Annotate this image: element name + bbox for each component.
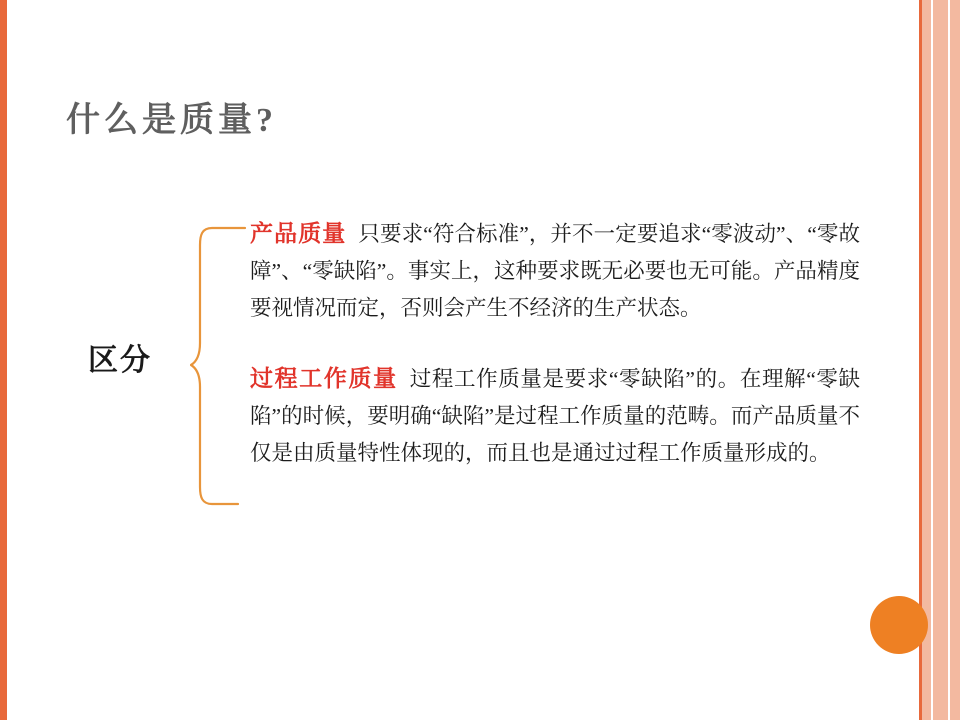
brace-bracket-icon [190, 223, 250, 518]
right-decoration-panel [920, 0, 960, 720]
text-column [250, 215, 860, 472]
right-white-line-outer [931, 0, 933, 720]
heading-product-quality: 产品质量 [250, 221, 347, 246]
branch-label: 区分 [88, 344, 152, 377]
slide-body [60, 205, 860, 605]
body-process-quality: 过程工作质量是要求“零缺陷”的。在理解“零缺陷”的时候，要明确“缺陷”是过程工作质量的范畴。而产品质量不仅是由质量特性体现的，而且也是通过过程工作质量形成的。 [250, 367, 860, 465]
left-accent-bar [0, 0, 7, 720]
body-product-quality: 只要求“符合标准”，并不一定要追求“零波动”、“零故障”、“零缺陷”。事实上，这种要求既无必要也无可能。产品精度要视情况而定，否则会产生不经济的生产状态。 [250, 222, 861, 320]
paragraph-process-quality [250, 360, 860, 472]
page-title: 什么是质量? [66, 102, 277, 139]
corner-circle-decoration [870, 596, 928, 654]
heading-process-quality: 过程工作质量 [250, 366, 398, 391]
right-white-line-inner [948, 0, 950, 720]
paragraph-product-quality [250, 215, 860, 327]
